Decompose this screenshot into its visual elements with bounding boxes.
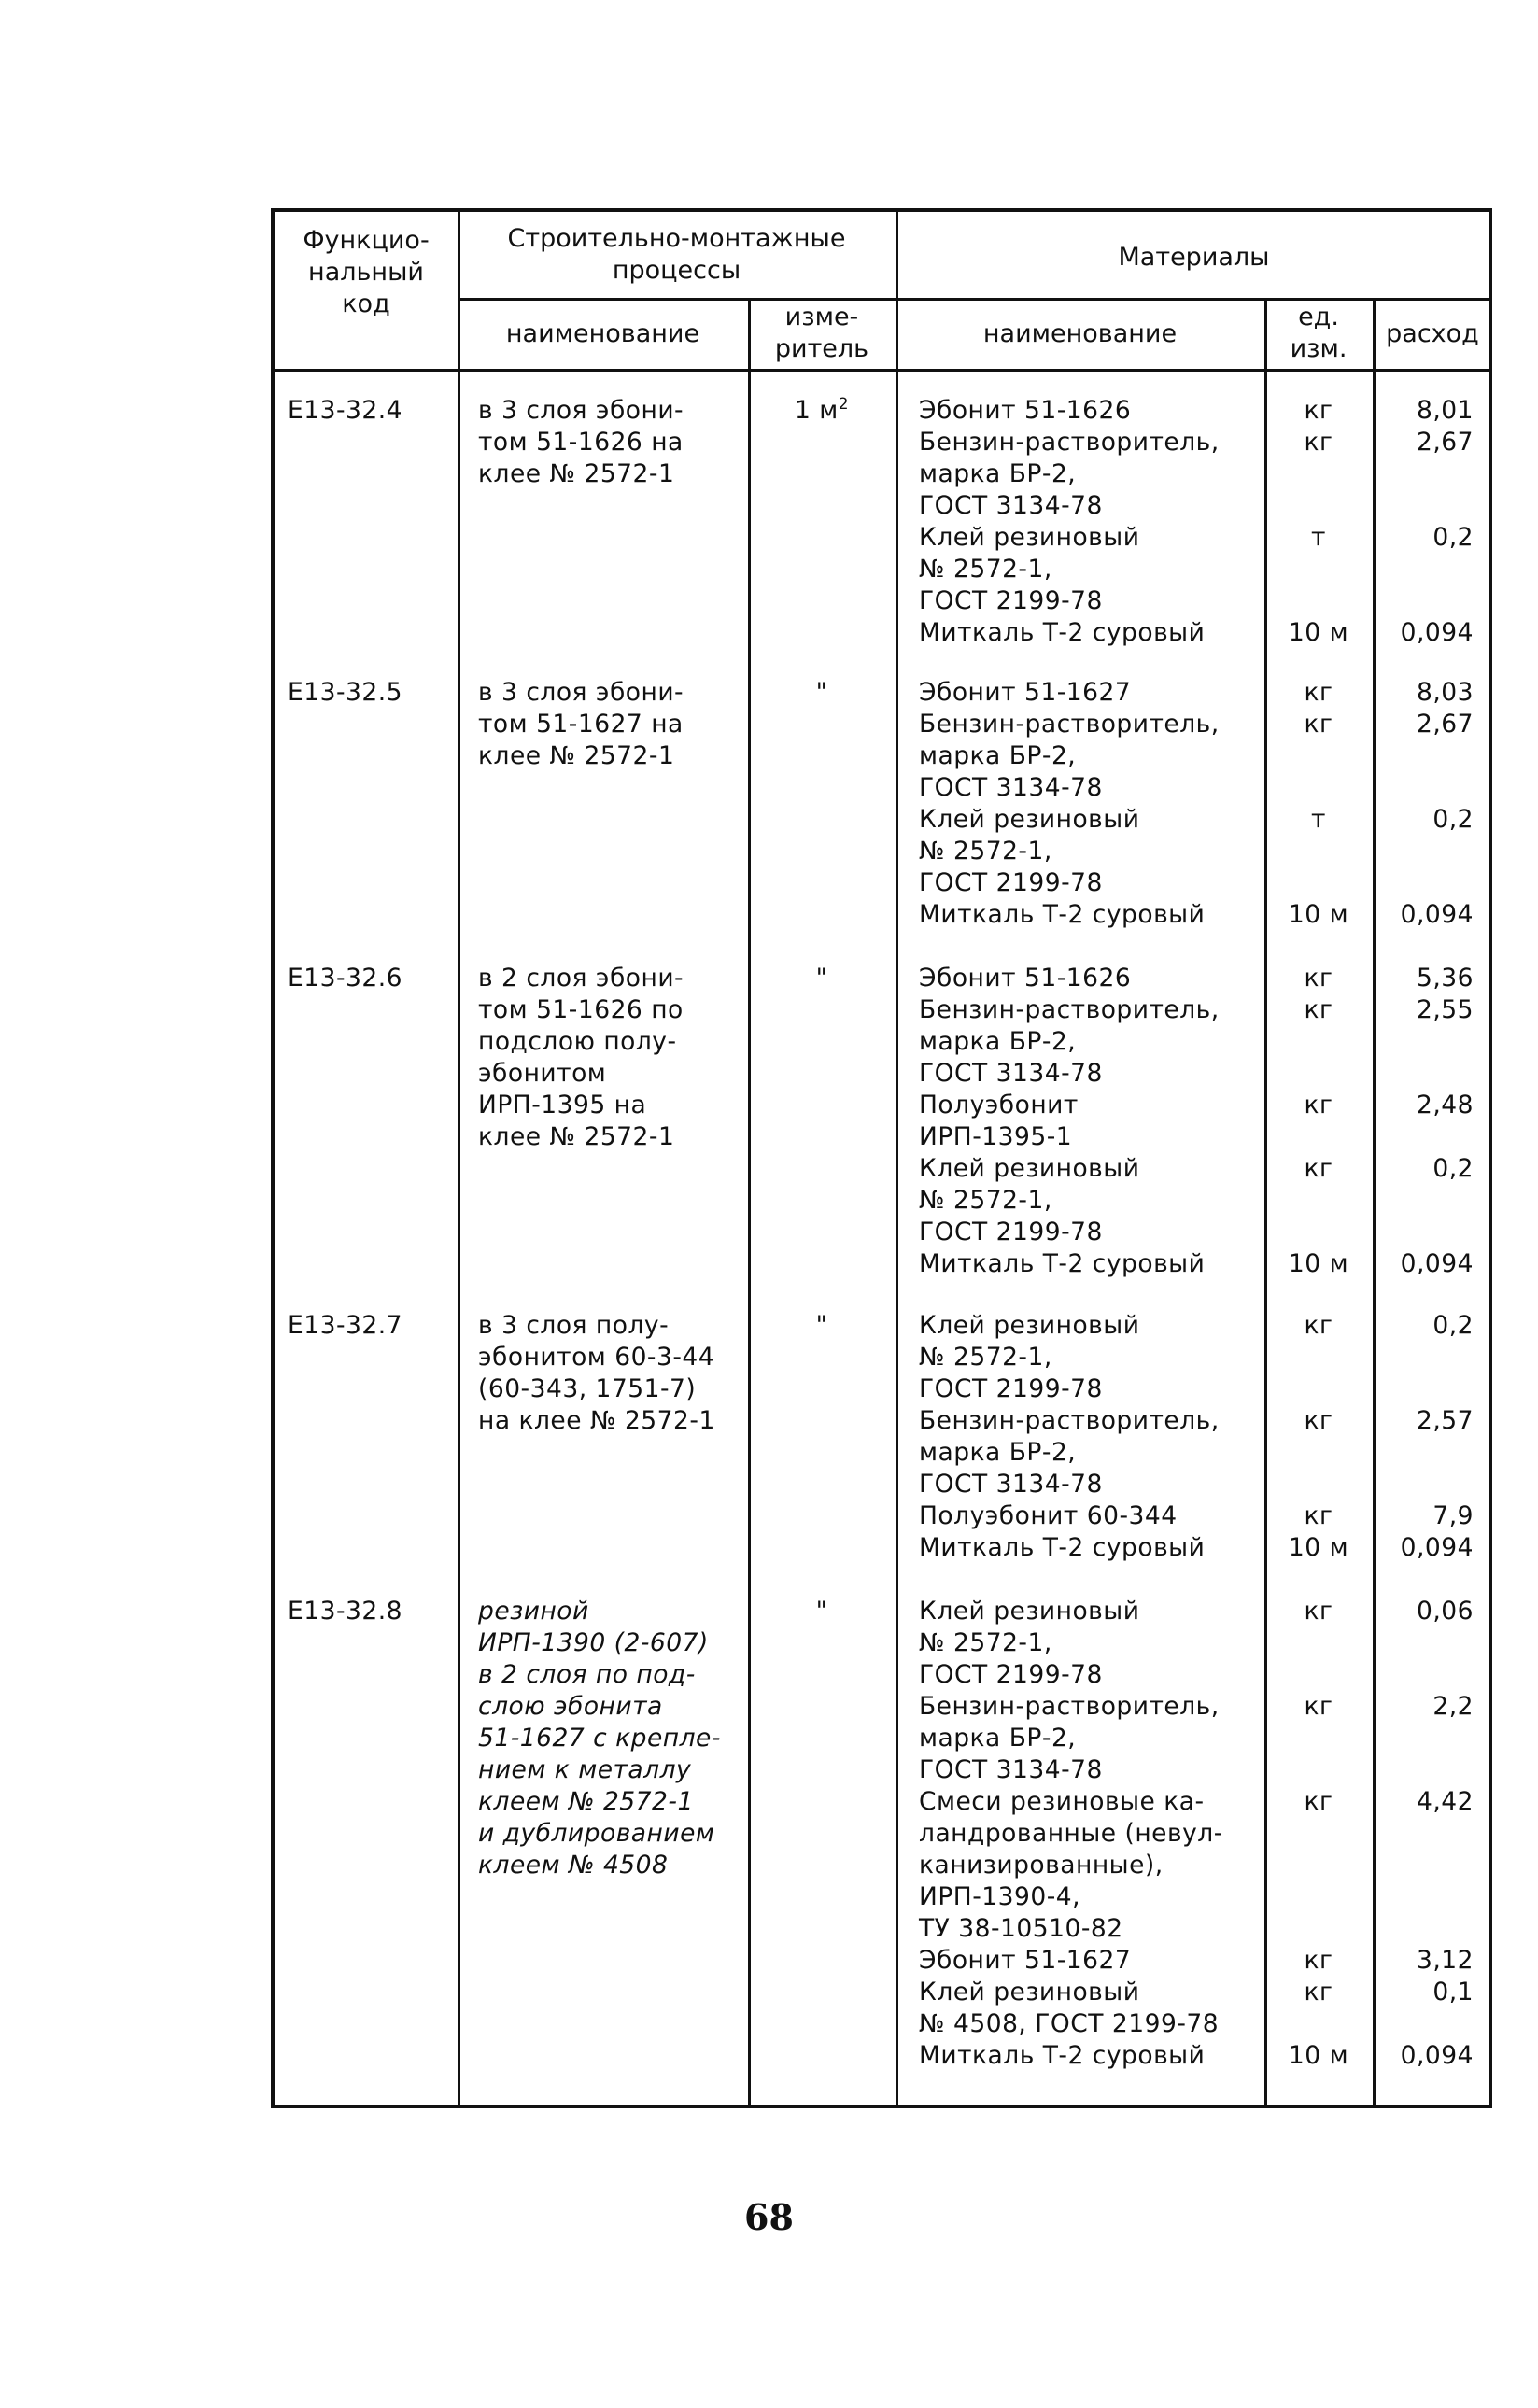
row-meter: " bbox=[815, 678, 828, 707]
header-material-usage: расход bbox=[1386, 319, 1479, 348]
row-usage: 8,01 2,67 0,2 0,094 bbox=[1400, 396, 1474, 647]
row-usage: 0,06 2,2 4,42 3,12 0,1 0,094 bbox=[1400, 1597, 1474, 2070]
row-units: кг кг т 10 м bbox=[1288, 678, 1349, 929]
row-units: кг кг кг кг 10 м bbox=[1288, 964, 1349, 1278]
row-code: Е13-32.5 bbox=[288, 678, 403, 707]
materials-table bbox=[271, 208, 1492, 2108]
row-process: в 3 слоя эбони- том 51-1626 на клее № 2572-1 bbox=[478, 396, 684, 488]
row-materials: Эбонит 51-1626 Бензин-растворитель, марка БР-2, ГОСТ 3134-78 Полуэбонит ИРП-1395-1 Клей резиновый № 2572-1, ГОСТ 2199-78 Миткаль Т-2 суровый bbox=[919, 964, 1220, 1278]
row-process: в 3 слоя полу- эбонитом 60-3-44 (60-343, 1751-7) на клее № 2572-1 bbox=[478, 1311, 715, 1435]
header-processes: Строительно-монтажные процессы bbox=[507, 224, 846, 285]
row-usage: 5,36 2,55 2,48 0,2 0,094 bbox=[1400, 964, 1474, 1278]
col-divider-1 bbox=[458, 212, 460, 2108]
header-material-name: наименование bbox=[982, 319, 1178, 348]
row-units: кг кг т 10 м bbox=[1288, 396, 1349, 647]
row-code: Е13-32.8 bbox=[288, 1597, 403, 1626]
header-func-code: Функцио- нальный код bbox=[303, 226, 430, 318]
page-number: 68 bbox=[744, 2196, 794, 2238]
row-usage: 0,2 2,57 7,9 0,094 bbox=[1400, 1311, 1474, 1562]
row-materials: Эбонит 51-1626 Бензин-растворитель, марка БР-2, ГОСТ 3134-78 Клей резиновый № 2572-1, ГОСТ 2199-78 Миткаль Т-2 суровый bbox=[919, 396, 1220, 647]
row-usage: 8,03 2,67 0,2 0,094 bbox=[1400, 678, 1474, 929]
header-process-meter: изме- ритель bbox=[774, 303, 869, 363]
row-meter: " bbox=[815, 964, 828, 993]
row-process: в 3 слоя эбони- том 51-1627 на клее № 2572-1 bbox=[478, 678, 684, 770]
col-divider-3 bbox=[896, 212, 898, 2108]
row-meter: 1 $м^2$ bbox=[794, 395, 850, 425]
row-units: кг кг кг кг кг 10 м bbox=[1288, 1597, 1349, 2070]
row-materials: Клей резиновый № 2572-1, ГОСТ 2199-78 Бензин-растворитель, марка БР-2, ГОСТ 3134-78 Смеси резиновые ка- ландрованные (невул- канизированные), ИРП-1390-4, ТУ 38-10510-82 Эбонит 51-1627 Клей резиновый № 4508, ГОСТ 2199-78 Миткаль Т-2 суровый bbox=[919, 1597, 1223, 2070]
row-code: Е13-32.4 bbox=[288, 396, 403, 425]
row-code: Е13-32.7 bbox=[288, 1311, 403, 1340]
header-subdivider bbox=[458, 298, 1492, 301]
row-process: в 2 слоя эбони- том 51-1626 по подслою полу- эбонитом ИРП-1395 на клее № 2572-1 bbox=[478, 964, 684, 1151]
row-materials: Клей резиновый № 2572-1, ГОСТ 2199-78 Бензин-растворитель, марка БР-2, ГОСТ 3134-78 Полуэбонит 60-344 Миткаль Т-2 суровый bbox=[919, 1311, 1220, 1562]
row-process: резиной ИРП-1390 (2-607) в 2 слоя по под- слою эбонита 51-1627 с крепле- нием к металлу клеем № 2572-1 и дублированием клеем № 4508 bbox=[478, 1597, 721, 1880]
header-materials: Материалы bbox=[1118, 243, 1270, 272]
row-units: кг кг кг 10 м bbox=[1288, 1311, 1349, 1562]
row-materials: Эбонит 51-1627 Бензин-растворитель, марка БР-2, ГОСТ 3134-78 Клей резиновый № 2572-1, ГОСТ 2199-78 Миткаль Т-2 суровый bbox=[919, 678, 1220, 929]
col-divider-2 bbox=[748, 298, 751, 2108]
header-bottom-line bbox=[275, 369, 1492, 372]
header-process-name: наименование bbox=[505, 319, 700, 348]
row-meter: " bbox=[815, 1597, 828, 1626]
header-material-unit: ед. изм. bbox=[1290, 303, 1348, 363]
row-meter: " bbox=[815, 1311, 828, 1340]
row-code: Е13-32.6 bbox=[288, 964, 403, 993]
